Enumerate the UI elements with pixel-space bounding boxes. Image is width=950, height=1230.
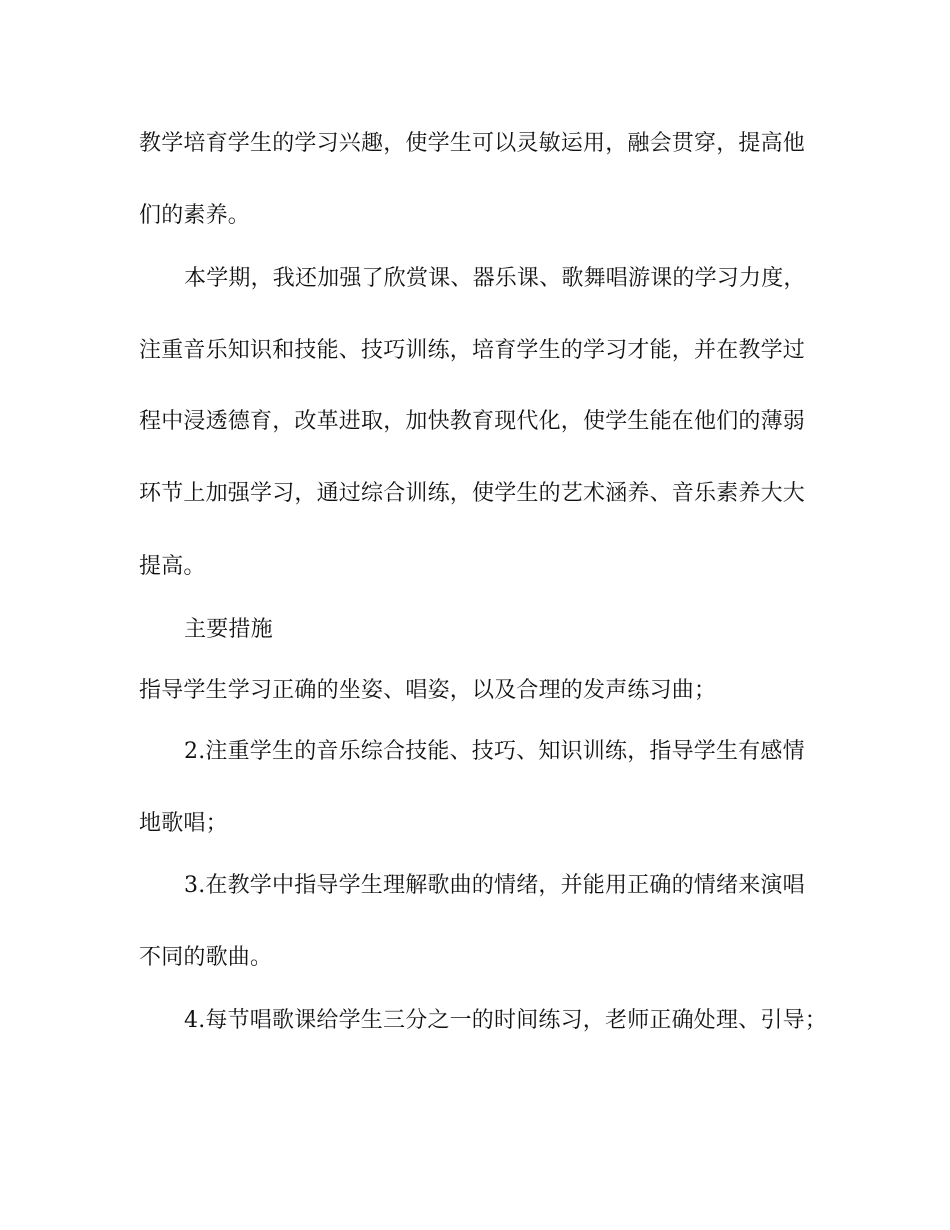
paragraph-line: 不同的歌曲。 [139, 945, 273, 970]
paragraph-line: 程中浸透德育，改革进取，加快教育现代化，使学生能在他们的薄弱 [139, 409, 806, 434]
list-item: 2.注重学生的音乐综合技能、技巧、知识训练，指导学生有感情 [184, 739, 805, 764]
paragraph-line: 地歌唱； [139, 811, 228, 836]
paragraph-line: 指导学生学习正确的坐姿、唱姿，以及合理的发声练习曲； [139, 678, 717, 703]
list-item: 3.在教学中指导学生理解歌曲的情绪，并能用正确的情绪来演唱 [184, 873, 805, 898]
section-heading: 主要措施 [184, 617, 273, 642]
paragraph-line: 提高。 [139, 554, 206, 579]
paragraph-line: 教学培育学生的学习兴趣，使学生可以灵敏运用，融会贯穿，提高他 [139, 131, 806, 156]
paragraph-line: 本学期，我还加强了欣赏课、器乐课、歌舞唱游课的学习力度， [184, 266, 806, 291]
paragraph-line: 环节上加强学习，通过综合训练，使学生的艺术涵养、音乐素养大大 [139, 481, 806, 506]
paragraph-line: 们的素养。 [139, 203, 251, 228]
paragraph-line: 注重音乐知识和技能、技巧训练，培育学生的学习才能，并在教学过 [139, 338, 806, 363]
list-item: 4.每节唱歌课给学生三分之一的时间练习，老师正确处理、引导； [184, 1008, 827, 1033]
